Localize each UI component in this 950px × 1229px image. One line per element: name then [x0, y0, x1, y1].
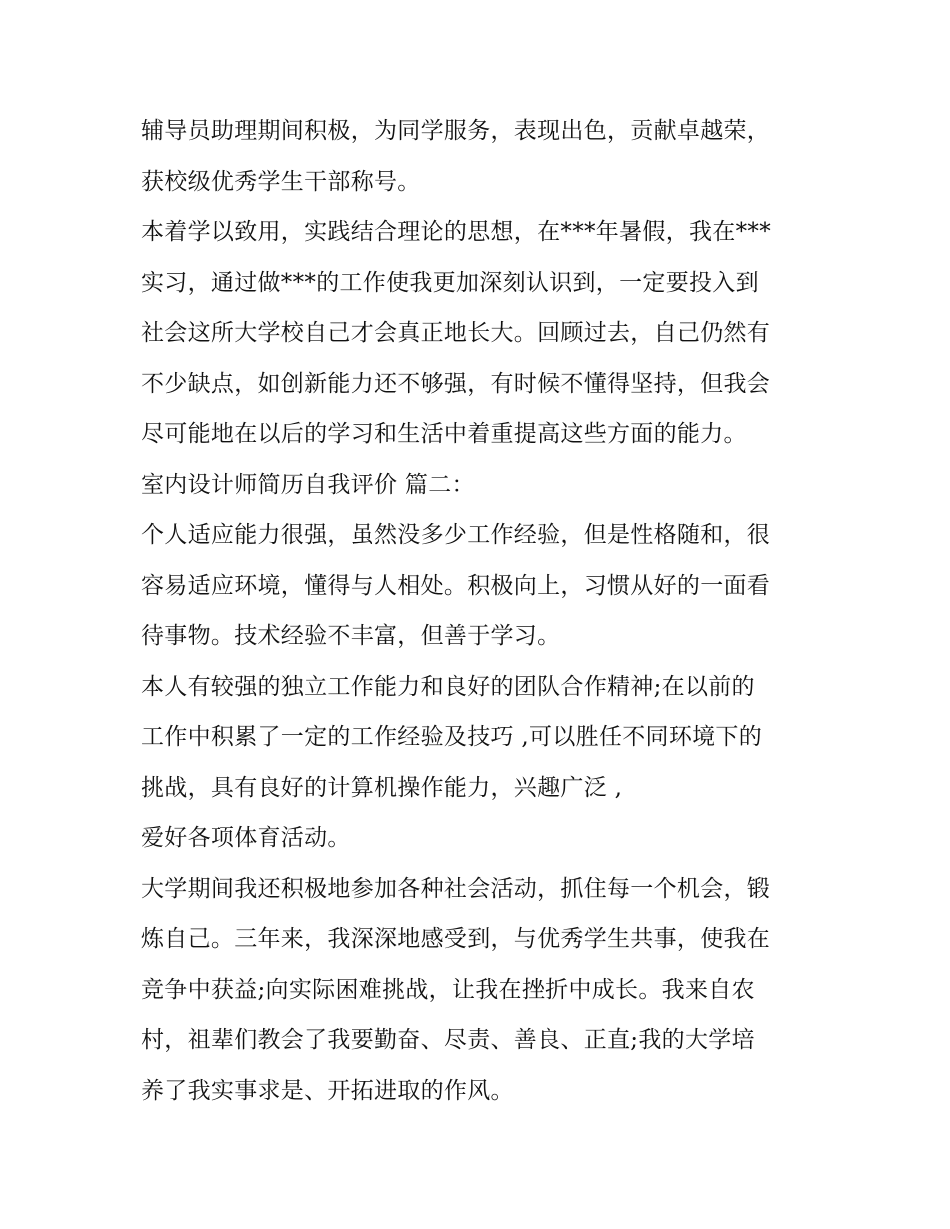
- text-line: 待事物。技术经验不丰富，但善于学习。: [141, 623, 561, 649]
- text-line: 实习，通过做***的工作使我更加深刻认识到，一定要投入到: [141, 269, 759, 296]
- text-line: 挑战，具有良好的计算机操作能力，兴趣广泛 ,: [141, 774, 623, 801]
- text-line: 社会这所大学校自己才会真正地长大。回顾过去，自己仍然有: [141, 320, 771, 346]
- text-line: 炼自己。三年来，我深深地感受到，与优秀学生共事，使我在: [141, 926, 771, 952]
- text-line: 尽可能地在以后的学习和生活中着重提高这些方面的能力。: [141, 421, 747, 447]
- text-line: 辅导员助理期间积极，为同学服务，表现出色，贡献卓越荣，: [141, 118, 771, 144]
- text-line: 竞争中获益;向实际困难挑战，让我在挫折中成长。我来自农: [141, 976, 755, 1003]
- section-heading: 室内设计师简历自我评价 篇二：: [141, 471, 475, 498]
- text-line: 获校级优秀学生干部称号。: [141, 168, 421, 195]
- text-line: 养了我实事求是、开拓进取的作风。: [141, 1077, 514, 1104]
- text-line: 容易适应环境，懂得与人相处。积极向上，习惯从好的一面看: [141, 572, 771, 599]
- text-line: 村，祖辈们教会了我要勤奋、尽责、善良、正直;我的大学培: [141, 1027, 755, 1053]
- text-line: 工作中积累了一定的工作经验及技巧 ,可以胜任不同环境下的: [141, 724, 763, 750]
- text-line: 个人适应能力很强，虽然没多少工作经验，但是性格随和，很: [141, 522, 771, 548]
- text-line: 不少缺点，如创新能力还不够强，有时候不懂得坚持，但我会: [141, 370, 771, 397]
- text-line: 本人有较强的独立工作能力和良好的团队合作精神;在以前的: [141, 673, 755, 700]
- text-line: 大学期间我还积极地参加各种社会活动，抓住每一个机会，锻: [141, 875, 771, 902]
- text-line: 爱好各项体育活动。: [141, 825, 351, 851]
- document-body: [141, 106, 821, 1116]
- text-line: 本着学以致用，实践结合理论的思想，在***年暑假，我在***: [141, 219, 771, 245]
